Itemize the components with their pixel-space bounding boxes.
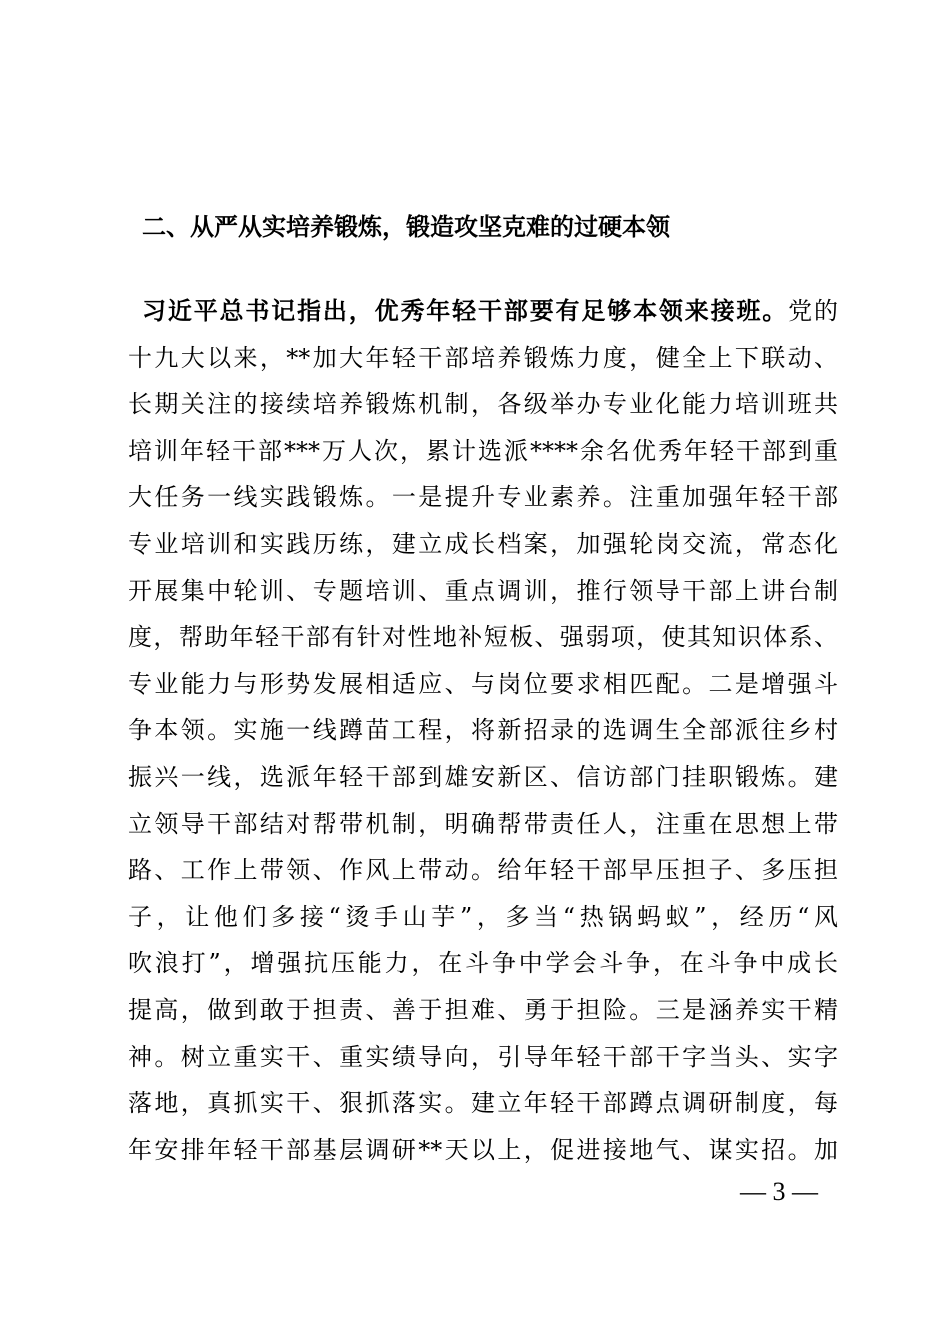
- paragraph-line: [128, 288, 838, 335]
- paragraph-line: 子，让他们多接“烫手山芋”，多当“热锅蚂蚁”，经历“风: [128, 902, 838, 931]
- paragraph-line: 神。树立重实干、重实绩导向，引导年轻干部干字当头、实字: [128, 1042, 838, 1071]
- paragraph-line: 年安排年轻干部基层调研**天以上，促进接地气、谋实招。加: [128, 1135, 838, 1164]
- page-number: — 3 —: [740, 1177, 818, 1206]
- paragraph-line: 大任务一线实践锻炼。一是提升专业素养。注重加强年轻干部: [128, 483, 838, 512]
- paragraph-line: 度，帮助年轻干部有针对性地补短板、强弱项，使其知识体系、: [128, 623, 838, 652]
- body-paragraph: [128, 288, 838, 1173]
- paragraph-line: 提高，做到敢于担责、善于担难、勇于担险。三是涵养实干精: [128, 995, 838, 1024]
- paragraph-line: 专业能力与形势发展相适应、与岗位要求相匹配。二是增强斗: [128, 669, 838, 698]
- paragraph-line: 吹浪打”，增强抗压能力，在斗争中学会斗争，在斗争中成长: [128, 949, 838, 978]
- lead-sentence: 习近平总书记指出，优秀年轻干部要有足够本领来接班。: [142, 297, 789, 325]
- section-heading: 二、从严从实培养锻炼，锻造攻坚克难的过硬本领: [142, 213, 670, 241]
- paragraph-line: 长期关注的接续培养锻炼机制，各级举办专业化能力培训班共: [128, 390, 838, 419]
- first-line-rest: 党的: [788, 297, 839, 325]
- paragraph-line: 十九大以来，**加大年轻干部培养锻炼力度，健全上下联动、: [128, 343, 838, 372]
- paragraph-line: 振兴一线，选派年轻干部到雄安新区、信访部门挂职锻炼。建: [128, 762, 838, 791]
- paragraph-line: 培训年轻干部***万人次，累计选派****余名优秀年轻干部到重: [128, 436, 838, 465]
- paragraph-line: 立领导干部结对帮带机制，明确帮带责任人，注重在思想上带: [128, 809, 838, 838]
- paragraph-line: 开展集中轮训、专题培训、重点调训，推行领导干部上讲台制: [128, 576, 838, 605]
- paragraph-line: 落地，真抓实干、狠抓落实。建立年轻干部蹲点调研制度，每: [128, 1089, 838, 1118]
- paragraph-line: 争本领。实施一线蹲苗工程，将新招录的选调生全部派往乡村: [128, 716, 838, 745]
- paragraph-line: 路、工作上带领、作风上带动。给年轻干部早压担子、多压担: [128, 856, 838, 885]
- paragraph-line: 专业培训和实践历练，建立成长档案，加强轮岗交流，常态化: [128, 529, 838, 558]
